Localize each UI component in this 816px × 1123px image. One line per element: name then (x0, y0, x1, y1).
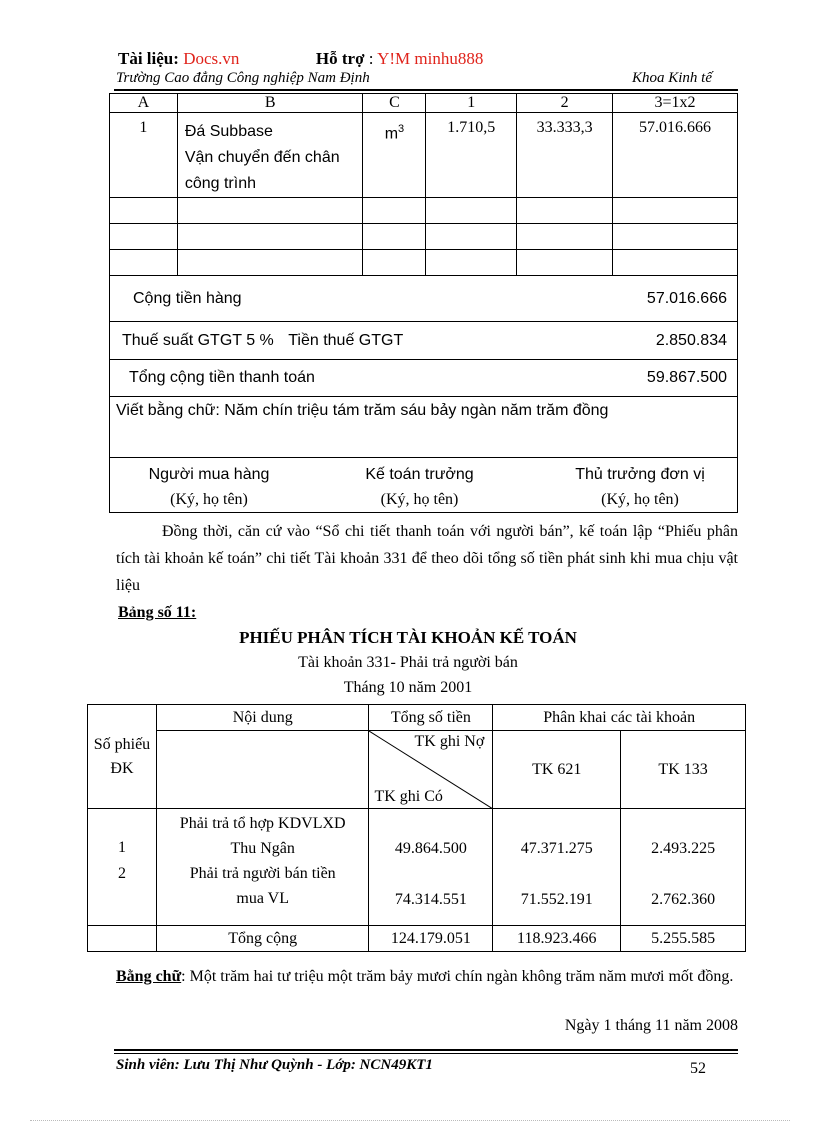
header-credit: TK ghi Có (374, 788, 443, 805)
col-header: 2 (517, 94, 613, 113)
footer-rule-thick (114, 1049, 738, 1051)
total-value: 59.867.500 (646, 369, 727, 386)
empty-row (110, 198, 738, 224)
sum-total: 124.179.051 (369, 926, 493, 952)
item-no: 1 (110, 113, 178, 198)
amount-in-words: Bằng chữ: Một trăm hai tư triệu một trăm bảy mươi chín ngàn không trăm năm mươi mốt đồng. (116, 968, 734, 985)
row-totals: 49.864.500 74.314.551 (369, 809, 493, 926)
col-header: 3=1x2 (613, 94, 738, 113)
document-date: Ngày 1 tháng 11 năm 2008 (564, 1017, 738, 1034)
vat-amount-label: Tiền thuế GTGT (288, 331, 404, 349)
in-words-row (110, 397, 738, 458)
page-edge-dots (30, 1120, 790, 1121)
col-header: C (363, 94, 426, 113)
analysis-header-row-1 (88, 705, 746, 731)
total-label: Tổng cộng tiền thanh toán (129, 369, 315, 386)
item-price: 33.333,3 (517, 113, 613, 198)
doc-label: Tài liệu (118, 49, 174, 68)
subtotal-value: 57.016.666 (646, 290, 727, 307)
header-total: Tổng số tiền (369, 705, 493, 731)
total-row (110, 360, 738, 397)
signature-row (110, 458, 738, 513)
report-subtitle-period: Tháng 10 năm 2001 (343, 679, 473, 696)
header-tk621: TK 621 (493, 731, 621, 809)
col-header: B (177, 94, 363, 113)
support-label: Hỗ trợ (315, 49, 365, 68)
row-tk621: 47.371.275 71.552.191 (493, 809, 621, 926)
header-content-blank (156, 731, 369, 809)
empty-row (110, 250, 738, 276)
sum-tk133: 5.255.585 (621, 926, 746, 952)
table-row: 1 (117, 839, 126, 856)
footer-rule-thin (114, 1053, 738, 1054)
account-analysis-table (87, 704, 746, 952)
col-header: A (110, 94, 178, 113)
analysis-body-row (88, 809, 746, 926)
header-voucher-no: Số phiếu ĐK (88, 705, 157, 809)
header-split: Phân khai các tài khoản (493, 705, 746, 731)
faculty-name: Khoa Kinh tế (631, 70, 712, 86)
invoice-table (109, 93, 738, 513)
header-diagonal-cell (369, 731, 493, 809)
subtotal-label: Cộng tiền hàng (133, 289, 242, 307)
item-qty: 1.710,5 (426, 113, 517, 198)
invoice-item-row (110, 113, 738, 198)
footer-student: Sinh viên: Lưu Thị Như Quỳnh - Lớp: NCN49KT1 (116, 1057, 433, 1073)
row-contents: Phải trả tổ hợp KDVLXD Thu Ngân Phải trả người bán tiền mua VL (156, 809, 369, 926)
header-debit: TK ghi Nợ (414, 733, 485, 750)
doc-source-line: Tài liệu: Docs.vn Hỗ trợ : Y!M minhu888 (118, 49, 484, 68)
doc-value: Docs.vn (183, 49, 240, 68)
school-line (116, 70, 712, 87)
vat-row (110, 322, 738, 360)
body-paragraph: Đồng thời, căn cứ vào “Sổ chi tiết thanh toán với người bán”, kế toán lập “Phiếu phân tích tài khoản kế toán” chi tiết Tài khoản 331 để theo dõi tổng số tiền phát sinh khi mua chịu vật liệu (116, 523, 738, 594)
header-rule (114, 89, 738, 91)
sum-label: Tổng cộng (156, 926, 369, 952)
voucher-numbers (88, 809, 157, 926)
table-label: Bảng số 11: (118, 604, 197, 621)
signature-block (110, 462, 737, 512)
words-text: Một trăm hai tư triệu một trăm bảy mươi chín ngàn không trăm năm mươi mốt đồng. (185, 968, 734, 985)
empty-row (110, 224, 738, 250)
item-amount: 57.016.666 (613, 113, 738, 198)
col-header: 1 (426, 94, 517, 113)
item-description: Đá Subbase Vận chuyển đến chân công trình (177, 113, 363, 198)
sum-tk621: 118.923.466 (493, 926, 621, 952)
signature-chief-accountant: Kế toán trưởng (Ký, họ tên) (365, 466, 474, 508)
vat-rate-label: Thuế suất GTGT 5 % (122, 331, 274, 349)
report-title: PHIẾU PHÂN TÍCH TÀI KHOẢN KẾ TOÁN (239, 628, 577, 647)
page-number: 52 (690, 1060, 706, 1077)
report-subtitle-account: Tài khoản 331- Phải trả người bán (298, 654, 518, 671)
signature-buyer: Người mua hàng (Ký, họ tên) (148, 466, 270, 508)
signature-director: Thủ trưởng đơn vị (Ký, họ tên) (575, 466, 705, 508)
analysis-sum-row (88, 926, 746, 952)
row-tk133: 2.493.225 2.762.360 (621, 809, 746, 926)
invoice-col-header-row (110, 94, 738, 113)
in-words-text: Viết bằng chữ: Năm chín triệu tám trăm sáu bảy ngàn năm trăm đồng (110, 397, 738, 458)
vat-value: 2.850.834 (655, 332, 727, 349)
header-tk133: TK 133 (621, 731, 746, 809)
school-name: Trường Cao đẳng Công nghiệp Nam Định (116, 70, 370, 86)
table-row: 2 (117, 865, 126, 882)
support-value: Y!M minhu888 (377, 49, 484, 68)
sum-blank (88, 926, 157, 952)
subtotal-row (110, 276, 738, 322)
analysis-header-row-2 (88, 731, 746, 809)
item-unit: $m^3$ (363, 113, 426, 198)
words-label: Bằng chữ (116, 968, 182, 985)
header-content: Nội dung (156, 705, 369, 731)
